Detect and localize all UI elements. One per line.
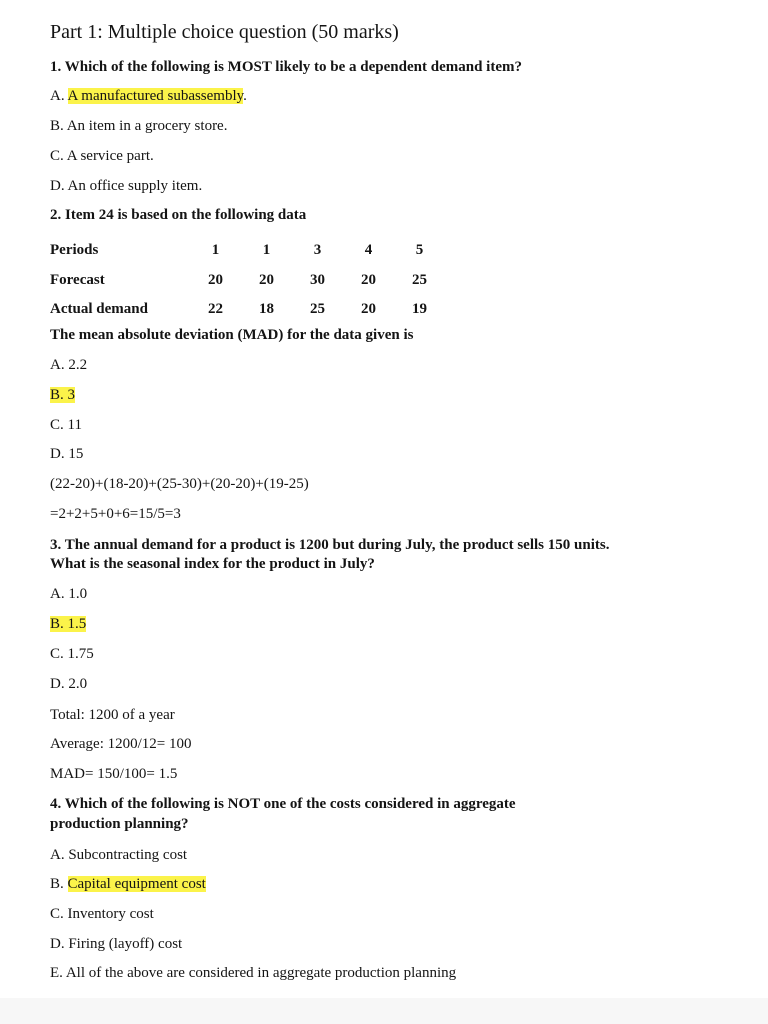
option-text: Firing (layoff) cost [68,936,183,952]
question-2-prompt: The mean absolute deviation (MAD) for the data given is [50,327,414,343]
table-cell: 30 [310,271,325,288]
question-2-option-a: A. 2.2 [50,357,88,373]
highlighted-answer: Capital equipment cost [67,876,206,892]
highlighted-answer: A manufactured subassembly [67,88,244,104]
table-cell: 20 [259,271,274,288]
option-text: Inventory cost [67,906,154,922]
question-3-working-line: MAD= 150/100= 1.5 [50,766,178,782]
question-2-option-b [50,386,75,404]
option-text: An office supply item. [67,178,203,194]
question-3-option-a: A. 1.0 [50,586,88,602]
question-4-option-a [50,846,187,864]
option-letter: A. [50,847,69,863]
table-cell: 4 [364,242,373,259]
question-3-stem: 3. The annual demand for a product is 1200 but during July, the product sells 150 units. [50,537,610,553]
option-letter: A. [50,88,68,104]
question-2-option-c: C. 11 [50,417,82,433]
table-cell: 20 [208,271,223,288]
question-4-option-c [50,905,154,923]
option-letter: D. [50,178,68,194]
option-text: Subcontracting cost [68,847,188,863]
question-4-option-b [50,875,206,893]
question-2-working-line: =2+2+5+0+6=15/5=3 [50,506,181,522]
option-text: All of the above are considered in aggregate production planning [65,965,457,981]
highlighted-answer: B. 1.5 [50,616,87,632]
row-label: Actual demand [50,301,148,318]
table-cell: 3 [313,242,322,259]
table-cell: 25 [412,271,427,288]
question-4-option-d [50,935,182,953]
question-1-option-b [50,117,227,135]
table-cell: 18 [259,301,274,318]
table-cell: 22 [208,301,223,318]
question-3-option-d: D. 2.0 [50,676,88,692]
option-letter: C. [50,906,68,922]
option-letter: E. [50,965,66,981]
question-1-option-d [50,177,202,195]
data-table [50,236,445,325]
question-2-working-line: (22-20)+(18-20)+(25-30)+(20-20)+(19-25) [50,476,309,492]
question-1-option-c [50,147,154,165]
table-cell: 1 [211,242,220,259]
row-label: Forecast [50,271,105,288]
table-cell: 25 [310,301,325,318]
question-1-stem: 1. Which of the following is MOST likely to be a dependent demand item? [50,59,522,75]
table-row [50,295,445,325]
table-row [50,266,445,296]
question-3-option-b [50,615,86,633]
table-cell: 5 [415,242,424,259]
question-4-option-e [50,964,456,982]
option-trail: . [243,88,247,104]
question-4-stem: production planning? [50,816,189,832]
question-1-option-a [50,87,247,105]
table-cell: 1 [262,242,271,259]
question-3-option-c: C. 1.75 [50,646,94,662]
table-cell: 20 [361,301,376,318]
question-2-option-d: D. 15 [50,446,84,462]
question-2-stem: 2. Item 24 is based on the following data [50,207,307,223]
option-letter: C. [50,148,67,164]
table-cell: 20 [361,271,376,288]
page-bottom-edge [0,998,768,1024]
question-4-stem: 4. Which of the following is NOT one of the costs considered in aggregate [50,796,516,812]
table-cell: 19 [412,301,427,318]
option-letter: B. [50,118,67,134]
option-letter: B. [50,876,68,892]
question-3-working-line: Average: 1200/12= 100 [50,736,192,752]
option-letter: D. [50,936,69,952]
row-label: Periods [50,242,99,259]
highlighted-answer: B. 3 [50,387,76,403]
page-title: Part 1: Multiple choice question (50 marks) [50,21,399,43]
option-text: A service part. [66,148,154,164]
option-text: An item in a grocery store. [66,118,228,134]
question-3-stem: What is the seasonal index for the product in July? [50,556,375,572]
question-3-working-line: Total: 1200 of a year [50,707,175,723]
table-row [50,236,445,266]
